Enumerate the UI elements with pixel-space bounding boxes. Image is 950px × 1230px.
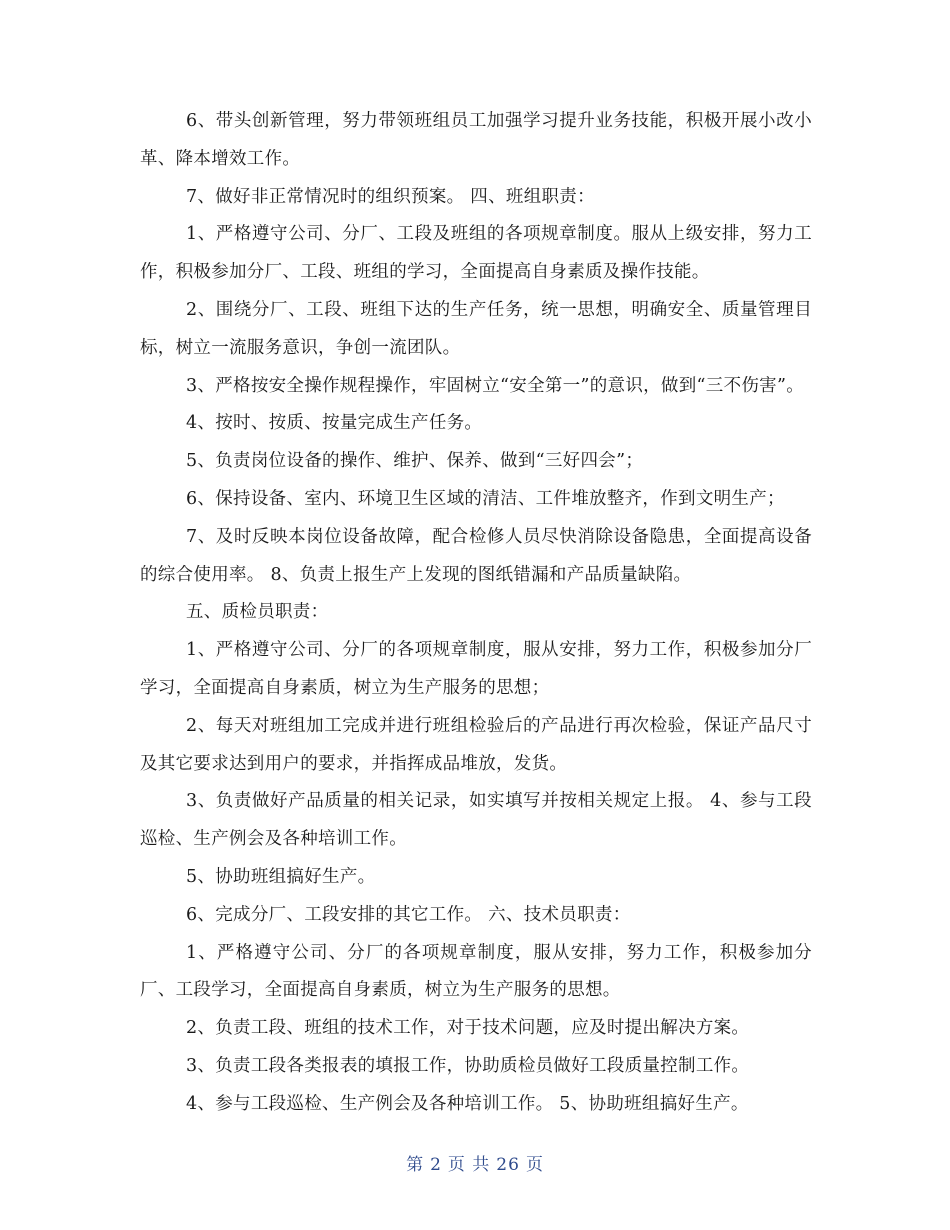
paragraph: 6、保持设备、室内、环境卫生区域的清洁、工件堆放整齐，作到文明生产； <box>186 488 785 509</box>
total-pages-number: 26 <box>496 1155 520 1175</box>
footer-prefix: 第 <box>406 1155 425 1175</box>
footer-middle: 页 共 <box>447 1155 491 1175</box>
page-footer <box>0 1150 950 1175</box>
paragraph: 1、严格遵守公司、分厂的各项规章制度，服从安排，努力工作，积极参加分厂、工段学习，全面提高自身素质，树立为生产服务的思想。 <box>140 942 812 1001</box>
paragraph: 2、每天对班组加工完成并进行班组检验后的产品进行再次检验，保证产品尺寸及其它要求达到用户的要求，并指挥成品堆放，发货。 <box>140 715 812 774</box>
paragraph: 3、负责工段各类报表的填报工作，协助质检员做好工段质量控制工作。 <box>186 1055 750 1076</box>
paragraph: 6、完成分厂、工段安排的其它工作。 六、技术员职责： <box>186 904 631 925</box>
paragraph: 5、协助班组搞好生产。 <box>186 866 376 887</box>
paragraph: 1、严格遵守公司、分厂的各项规章制度，服从安排，努力工作，积极参加分厂学习，全面提高自身素质，树立为生产服务的思想； <box>140 640 812 698</box>
paragraph: 4、按时、按质、按量完成生产任务。 <box>186 413 483 434</box>
paragraph: 5、负责岗位设备的操作、维护、保养、做到“三好四会”； <box>186 451 644 472</box>
paragraph: 7、做好非正常情况时的组织预案。 四、班组职责： <box>186 186 595 207</box>
current-page-number: 2 <box>430 1155 442 1175</box>
paragraph: 4、参与工段巡检、生产例会及各种培训工作。 5、协助班组搞好生产。 <box>186 1093 749 1114</box>
paragraph: 3、严格按安全操作规程操作，牢固树立“安全第一”的意识，做到“三不伤害”。 <box>186 375 805 396</box>
paragraph: 1、严格遵守公司、分厂、工段及班组的各项规章制度。服从上级安排，努力工作，积极参加分厂、工段、班组的学习，全面提高自身素质及操作技能。 <box>140 224 812 283</box>
paragraph: 2、负责工段、班组的技术工作，对于技术问题，应及时提出解决方案。 <box>186 1018 750 1039</box>
paragraph: 2、围绕分厂、工段、班组下达的生产任务，统一思想，明确安全、质量管理目标，树立一流服务意识，争创一流团队。 <box>140 299 812 358</box>
document-body <box>140 103 812 1124</box>
paragraph: 3、负责做好产品质量的相关记录，如实填写并按相关规定上报。 4、参与工段巡检、生产例会及各种培训工作。 <box>140 791 812 850</box>
section-heading: 五、质检员职责： <box>186 602 329 623</box>
paragraph: 6、带头创新管理，努力带领班组员工加强学习提升业务技能，积极开展小改小革、降本增效工作。 <box>140 111 812 169</box>
paragraph: 7、及时反映本岗位设备故障，配合检修人员尽快消除设备隐患，全面提高设备的综合使用率。 8、负责上报生产上发现的图纸错漏和产品质量缺陷。 <box>140 526 812 585</box>
footer-suffix: 页 <box>525 1155 544 1175</box>
